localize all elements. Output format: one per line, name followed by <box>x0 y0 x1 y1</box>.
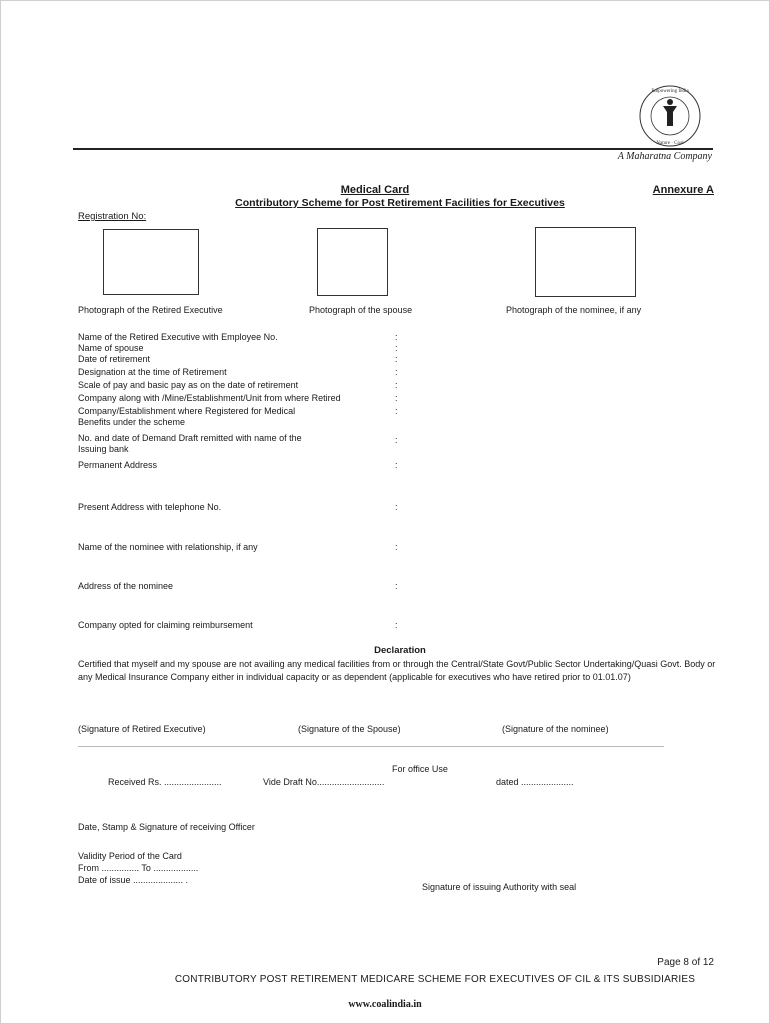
date-of-issue: Date of issue .................... . <box>78 875 189 885</box>
photo-caption-nominee: Photograph of the nominee, if any <box>506 305 642 315</box>
field-label-permanent-address: Permanent Address <box>78 460 158 470</box>
receiving-officer-signature: Date, Stamp & Signature of receiving Officer <box>78 822 255 832</box>
field-label-nominee-name: Name of the nominee with relationship, if any <box>78 542 258 552</box>
declaration-text: Certified that myself and my spouse are not availing any medical facilities from or through the Central/State Govt/Public Sector Undertaking/Quasi Govt. Body or any Medical Insurance Company either in individual capacity or as dependent (applicable for executives who have retired prior to 01.01.07) <box>78 659 716 682</box>
company-logo-icon <box>636 82 704 150</box>
field-label-nominee-address: Address of the nominee <box>78 581 174 591</box>
footer-scheme-title: CONTRIBUTORY POST RETIREMENT MEDICARE SCHEME FOR EXECUTIVES OF CIL & ITS SUBSIDIARIES <box>174 974 696 985</box>
dated-field: dated ..................... <box>496 777 574 787</box>
field-label-designation: Designation at the time of Retirement <box>78 367 227 377</box>
annexure-label: Annexure A <box>652 184 714 196</box>
field-colon: : <box>395 502 398 512</box>
field-colon: : <box>395 354 398 364</box>
signature-spouse: (Signature of the Spouse) <box>298 724 401 734</box>
photo-box-retired-executive <box>103 229 199 295</box>
field-label-registered-company: Company/Establishment where Registered for Medical Benefits under the scheme <box>78 406 296 427</box>
field-label-scale-of-pay: Scale of pay and basic pay as on the date of retirement <box>78 380 299 390</box>
field-label-present-address: Present Address with telephone No. <box>78 502 222 512</box>
field-colon: : <box>395 367 398 377</box>
field-label-executive-name: Name of the Retired Executive with Employee No. <box>78 332 278 342</box>
field-colon: : <box>395 343 398 353</box>
field-label-spouse-name: Name of spouse <box>78 343 144 353</box>
field-colon: : <box>395 406 398 416</box>
validity-title: Validity Period of the Card <box>78 851 182 861</box>
company-tagline: A Maharatna Company <box>617 151 712 162</box>
office-use-title: For office Use <box>392 764 448 774</box>
form-title: Medical Card <box>340 184 410 196</box>
page-number: Page 8 of 12 <box>657 957 714 968</box>
field-colon: : <box>395 332 398 342</box>
signature-divider <box>78 746 664 747</box>
footer-website: www.coalindia.in <box>348 999 422 1010</box>
received-amount-field: Received Rs. ....................... <box>108 777 222 787</box>
field-colon: : <box>395 542 398 552</box>
field-label-company-opted: Company opted for claiming reimbursement <box>78 620 253 630</box>
field-label-retirement-date: Date of retirement <box>78 354 151 364</box>
field-colon: : <box>395 620 398 630</box>
registration-label: Registration No: <box>78 211 147 222</box>
draft-number-field: Vide Draft No........................... <box>263 777 385 787</box>
svg-text:Empowering India: Empowering India <box>651 89 689 94</box>
validity-from-to: From ............... To .................. <box>78 863 199 873</box>
form-subtitle: Contributory Scheme for Post Retirement Facilities for Executives <box>235 197 565 209</box>
field-colon: : <box>395 435 398 445</box>
photo-caption-executive: Photograph of the Retired Executive <box>78 305 223 315</box>
issuing-authority-signature: Signature of issuing Authority with seal <box>422 882 577 892</box>
photo-box-spouse <box>317 228 388 296</box>
field-label-demand-draft: No. and date of Demand Draft remitted with name of the Issuing bank <box>78 433 302 454</box>
field-colon: : <box>395 393 398 403</box>
declaration-title: Declaration <box>374 645 426 656</box>
field-colon: : <box>395 460 398 470</box>
field-colon: : <box>395 380 398 390</box>
photo-box-nominee <box>535 227 636 297</box>
photo-caption-spouse: Photograph of the spouse <box>309 305 413 315</box>
signature-retired-executive: (Signature of Retired Executive) <box>78 724 206 734</box>
svg-text:Nature · Coal: Nature · Coal <box>656 141 684 146</box>
header-rule <box>73 148 713 150</box>
signature-nominee: (Signature of the nominee) <box>502 724 609 734</box>
validity-block <box>78 850 198 886</box>
field-label-company-retired: Company along with /Mine/Establishment/Unit from where Retired <box>78 393 341 403</box>
field-colon: : <box>395 581 398 591</box>
